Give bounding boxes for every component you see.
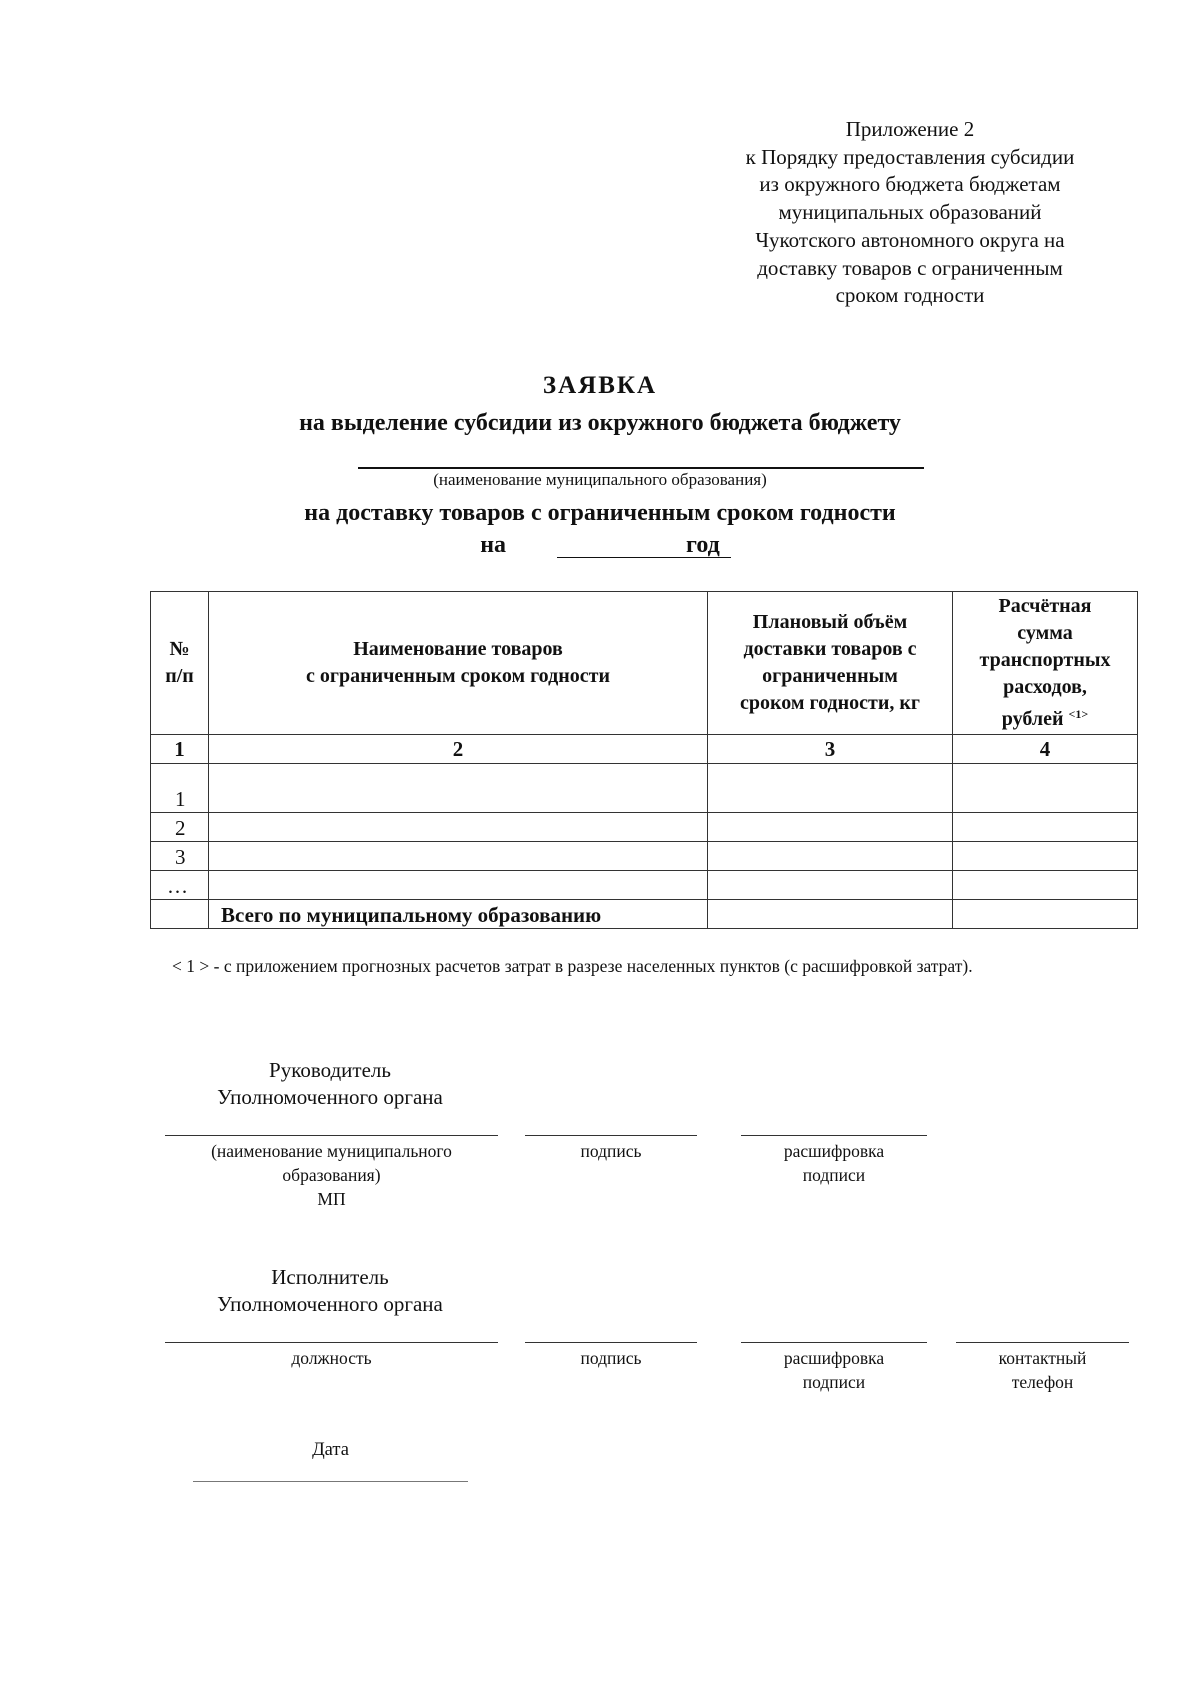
executor-title-line1: Исполнитель	[271, 1265, 389, 1289]
head-name-field[interactable]	[165, 1135, 498, 1136]
municipality-name-field[interactable]	[358, 467, 924, 469]
executor-signature-field[interactable]	[525, 1342, 697, 1343]
executor-phone-field[interactable]	[956, 1342, 1129, 1343]
cost-cell[interactable]	[953, 871, 1138, 900]
head-decoding-field[interactable]	[741, 1135, 927, 1136]
goods-name-cell[interactable]	[209, 813, 708, 842]
goods-name-cell[interactable]	[209, 764, 708, 813]
stamp-label: МП	[317, 1189, 346, 1209]
footnote: < 1 > - с приложением прогнозных расчетов затрат в разрезе населенных пунктов (с расшифровкой затрат).	[172, 956, 973, 976]
column-number: 4	[953, 735, 1138, 764]
head-decoding-caption: расшифровка подписи	[783, 1141, 885, 1185]
row-number: 2	[151, 813, 209, 842]
row-number: 3	[151, 842, 209, 871]
document-subtitle: на выделение субсидии из окружного бюджета бюджету	[299, 410, 901, 436]
table-row	[151, 764, 1138, 813]
row-number: …	[151, 871, 209, 900]
total-row	[151, 900, 1138, 929]
appendix-line: Чукотского автономного округа на	[755, 227, 1065, 252]
year-field[interactable]	[557, 557, 731, 558]
column-number: 3	[708, 735, 953, 764]
volume-cell[interactable]	[708, 842, 953, 871]
goods-name-cell[interactable]	[209, 842, 708, 871]
total-label: Всего по муниципальному образованию	[209, 900, 708, 929]
head-title-line1: Руководитель	[269, 1058, 391, 1082]
column-number-row	[151, 735, 1138, 764]
cost-cell[interactable]	[953, 764, 1138, 813]
header-number: № п/п	[151, 592, 209, 735]
year-line	[0, 532, 1200, 559]
volume-cell[interactable]	[708, 764, 953, 813]
date-field[interactable]	[193, 1481, 468, 1482]
volume-cell[interactable]	[708, 813, 953, 842]
application-table	[150, 591, 1138, 929]
total-number-cell	[151, 900, 209, 929]
municipality-caption: (наименование муниципального образования)	[433, 470, 767, 489]
year-suffix: год	[686, 532, 720, 558]
executor-signature-caption: подпись	[580, 1348, 642, 1368]
document-title: ЗАЯВКА	[542, 372, 658, 399]
table-header-row	[151, 592, 1138, 735]
year-prefix: на	[480, 532, 507, 558]
executor-phone-caption: контактный телефон	[998, 1348, 1087, 1392]
total-volume-cell[interactable]	[708, 900, 953, 929]
cost-cell[interactable]	[953, 813, 1138, 842]
header-goods-name: Наименование товаров с ограниченным сроком годности	[209, 592, 708, 735]
header-transport-costs: Расчётная сумма транспортных расходов, рублей $^{<1>}$	[953, 592, 1138, 735]
head-title-line2: Уполномоченного органа	[217, 1085, 443, 1109]
appendix-line: муниципальных образований	[778, 200, 1042, 225]
header-planned-volume: Плановый объём доставки товаров с ограниченным сроком годности, кг	[708, 592, 953, 735]
volume-cell[interactable]	[708, 871, 953, 900]
column-number: 1	[151, 735, 209, 764]
goods-name-cell[interactable]	[209, 871, 708, 900]
appendix-line: доставку товаров с ограниченным	[757, 255, 1063, 280]
head-signature-caption: подпись	[580, 1141, 642, 1161]
row-number: 1	[151, 764, 209, 813]
executor-title-line2: Уполномоченного органа	[217, 1292, 443, 1316]
executor-decoding-field[interactable]	[741, 1342, 927, 1343]
executor-position-caption: должность	[291, 1348, 372, 1368]
head-signature-field[interactable]	[525, 1135, 697, 1136]
table-row	[151, 871, 1138, 900]
table-row	[151, 813, 1138, 842]
appendix-line: из окружного бюджета бюджетам	[759, 172, 1061, 197]
appendix-line: к Порядку предоставления субсидии	[745, 144, 1075, 169]
footnote-ref: <1>	[1068, 707, 1089, 721]
table-row	[151, 842, 1138, 871]
appendix-header	[700, 116, 1120, 310]
appendix-line: Приложение 2	[845, 117, 975, 141]
executor-position-field[interactable]	[165, 1342, 498, 1343]
executor-decoding-caption: расшифровка подписи	[783, 1348, 885, 1392]
appendix-line: сроком годности	[835, 283, 985, 308]
document-subtitle-2: на доставку товаров с ограниченным сроком годности	[304, 500, 896, 526]
cost-cell[interactable]	[953, 842, 1138, 871]
head-name-caption: (наименование муниципального образования) МП	[165, 1139, 498, 1211]
column-number: 2	[209, 735, 708, 764]
date-label: Дата	[312, 1440, 349, 1460]
total-cost-cell[interactable]	[953, 900, 1138, 929]
